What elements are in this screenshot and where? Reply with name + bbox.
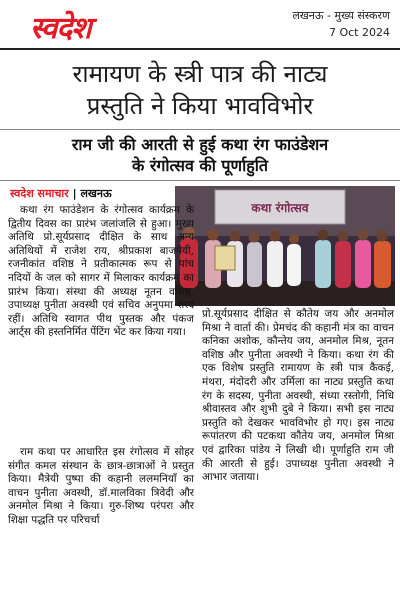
edition-label: लखनऊ - मुख्य संस्करण: [292, 9, 390, 22]
subhead-line-1: राम जी की आरती से हुई कथा रंग फाउंडेशन: [71, 135, 329, 154]
subhead-line-2: के रंगोत्सव की पूर्णाहुति: [132, 156, 268, 175]
byline-separator: |: [72, 187, 81, 200]
article-subheadline: [0, 134, 400, 176]
article-column-1-continued: [8, 446, 194, 532]
byline-city: लखनऊ: [80, 187, 112, 200]
headline-divider: [0, 129, 400, 130]
byline-brand: स्वदेश समाचार: [10, 187, 69, 200]
article-paragraph-2: राम कथा पर आधारित इस रंगोत्सव में सोहर संगीत कमल संस्थान के छात्र-छात्राओं ने प्रस्तुत किया। मैत्रेयी पुष्पा की कहानी ललमनियाँ का वाचन पुनीता अवस्थी, डॉ.मालविका त्रिवेदी और अनमोल मिश्रा ने किया। गुरु-शिष्य परंपरा और शिक्षा पद्धति पर परिचर्चा: [8, 446, 194, 526]
headline-line-1: रामायण के स्त्री पात्र की नाट्य: [72, 60, 328, 88]
article-column-1: [8, 204, 194, 344]
headline-line-2: प्रस्तुति ने किया भावविभोर: [86, 92, 314, 120]
photo-banner-text: कथा रंगोत्सव: [251, 201, 309, 215]
event-photo: [175, 186, 395, 306]
masthead: [0, 0, 400, 50]
edition-date: 7 Oct 2024: [328, 26, 390, 39]
article-paragraph-1: कथा रंग फाउंडेशन के रंगोत्सव कार्यक्रम के द्वितीय दिवस का प्रारंभ जलांजलि से हुआ। मुख्य अतिथि प्रो.सूर्यप्रसाद दीक्षित के साथ अन्य अतिथियों में राजेश राय, श्रीप्रकाश बाजपेयी, रजनीकांत वशिष्ठ ने प्रतीकात्मक रूप से पांच नदियों के जल को सागर में मिलाकर कार्यक्रम का प्रारंभ किया। संस्था की अध्यक्ष नूतन वशिष्ठ, उपाध्यक्ष पुनीता अवस्थी एवं सचिव अनुपमा शरद रहीं। अतिथि स्वागत पीथ पुस्तक और पंकज आर्ट्स की हस्तनिर्मित पेंटिंग भेंट कर किया गया।: [8, 204, 194, 339]
byline: [10, 186, 112, 201]
event-photo-illustration: [175, 186, 395, 306]
article-column-2: [202, 308, 394, 489]
article-paragraph-3: प्रो.सूर्यप्रसाद दीक्षित से कौतेय जय और अनमोल मिश्रा ने वार्ता की। प्रेमचंद की कहानी मंत्र का वाचन कनिका अशोक, कौन्तेय जय, अनमोल मिश्र, नूतन वशिष्ठ और पुनीता अवस्थी ने किया। कथा रंग की एक विशेष प्रस्तुति रामायण के स्त्री पात्र कैकई, मंथरा, मंदोदरी और उर्मिला का नाट्य प्रस्तुति कथा रंग के सदस्य, पुनीता अवस्थी, संध्या रस्तोगी, निधि श्रीवास्तव और शुभी दुबे ने किया। सभी इस नाट्य प्रस्तुति को देखकर भावविभोर हो गए। इस नाट्य रूपांतरण की पटकथा कौतेय जय, अनमोल मिश्रा एवं द्वारिका पांडेय ने लिखी थी। पूर्णाहुति राम जी की आरती से हुई। उपाध्यक्ष पुनीता अवस्थी ने आभार जताया।: [202, 308, 394, 484]
newspaper-logo: स्वदेश: [30, 11, 91, 46]
masthead-divider: [0, 48, 400, 50]
article-headline: [0, 58, 400, 122]
subhead-divider: [0, 180, 400, 181]
